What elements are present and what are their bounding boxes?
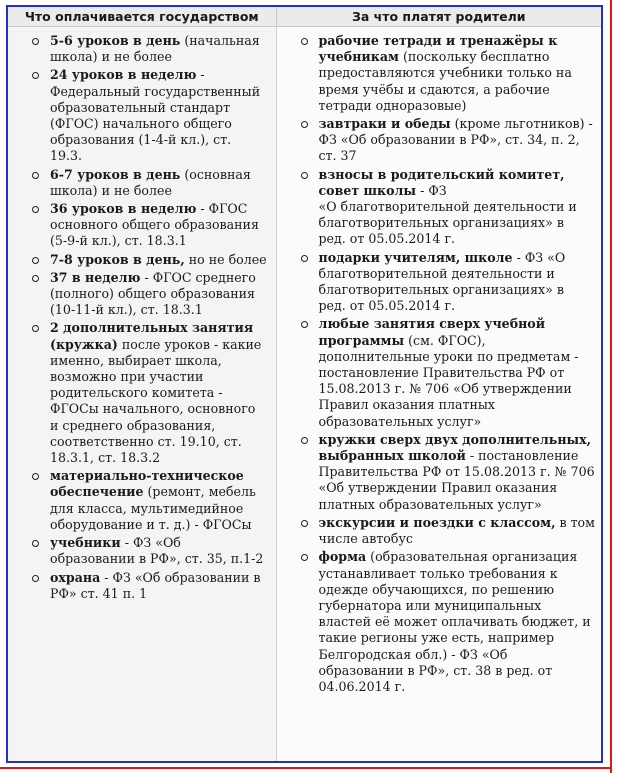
right-item-text: благотворительных организациях» в: [318, 215, 564, 231]
table-header-row: [8, 7, 601, 27]
right-item-text: предоставляются учебники только на: [318, 65, 572, 81]
left-item-text: (5-9-й кл.), ст. 18.3.1: [50, 233, 187, 249]
left-item: [8, 33, 272, 65]
parent-paid-list: [277, 27, 602, 695]
payments-table: [8, 7, 601, 761]
left-item-text: соответственно ст. 19.10, ст.: [50, 433, 242, 449]
left-item-text: - ФГОС среднего: [140, 269, 256, 285]
left-item: [8, 320, 272, 466]
right-item-bold-text: любые занятия сверх учебной: [318, 316, 546, 332]
right-item-text: числе автобус: [318, 531, 413, 547]
right-item-text: ФЗ «Об образовании в РФ», ст. 34, п. 2,: [318, 132, 580, 148]
right-item-text: «О благотворительной деятельности и: [318, 199, 577, 215]
right-item-text: устанавливает только требования к: [318, 565, 558, 581]
left-item: [8, 167, 272, 199]
left-item-bold-text: учебники: [50, 535, 121, 551]
right-item-text: платных образовательных услуг»: [318, 496, 542, 512]
left-item: [8, 535, 272, 567]
left-item-text: родительского комитета -: [50, 385, 223, 401]
left-item: [8, 201, 272, 250]
right-item-text: дополнительные уроки по предметам -: [318, 348, 579, 364]
right-item-text: (поскольку бесплатно: [398, 49, 550, 65]
left-item-text: и среднего образования,: [50, 417, 216, 433]
right-item-text: постановление Правительства РФ от: [318, 365, 565, 381]
right-item-text: Правительства РФ от 15.08.2013 г. № 706: [318, 464, 595, 480]
right-item-text: в том: [555, 514, 595, 530]
left-item-text: именно, выбирает школа,: [50, 352, 222, 368]
table-body-row: [8, 27, 601, 762]
right-item-text: 15.08.2013 г. № 706 «Об утверждении: [318, 381, 572, 397]
left-item-text: (ремонт, мебель: [143, 484, 256, 500]
left-item: [8, 468, 272, 533]
left-item-text: (ФГОС) начального общего: [50, 116, 232, 132]
left-item-bold-text: 37 в неделю: [50, 269, 141, 285]
right-item-text: образовательных услуг»: [318, 413, 482, 429]
left-item-text: образовании в РФ», ст. 35, п.1-2: [50, 551, 264, 567]
left-item-bold-text: (кружка): [50, 336, 118, 352]
left-item-text: (10-11-й кл.), ст. 18.3.1: [50, 302, 203, 318]
right-item-bold-text: завтраки и обеды: [318, 116, 451, 132]
right-item-text: Правил оказания платных: [318, 397, 496, 413]
state-paid-list: [8, 27, 276, 602]
right-item-text: время учёбы и сдаются, а рабочие: [318, 81, 550, 97]
right-item: [277, 515, 598, 547]
right-item-bold-text: программы: [318, 332, 405, 348]
left-item-bold-text: 36 уроков в неделю: [50, 201, 197, 217]
left-item-text: после уроков - какие: [117, 336, 262, 352]
left-item-bold-text: 7-8 уроков в день,: [50, 251, 185, 267]
right-item-text: властей её может оплачивать бюджет, и: [318, 614, 591, 630]
right-item: [277, 432, 598, 513]
right-red-border: [610, 0, 612, 773]
left-item-text: но не более: [184, 251, 267, 267]
left-item-text: - ФГОС: [196, 201, 248, 217]
right-item-bold-text: экскурсии и поездки с классом,: [318, 514, 556, 530]
left-item-bold-text: материально-техническое: [50, 468, 244, 484]
left-item-text: (полного) общего образования: [50, 286, 255, 302]
right-item-text: - постановление: [465, 448, 579, 464]
right-item-text: (образовательная организация: [366, 549, 578, 565]
left-item-bold-text: 24 уроков в неделю: [50, 67, 197, 83]
right-item-text: (см. ФГОС),: [404, 332, 486, 348]
right-item-text: одежде обучающихся, по решению: [318, 581, 555, 597]
left-item-text: школа) и не более: [50, 49, 172, 65]
right-item-text: Белгородская обл.) - ФЗ «Об: [318, 646, 508, 662]
state-paid-cell: [8, 27, 276, 762]
left-item-text: возможно при участии: [50, 369, 204, 385]
right-item-text: - ФЗ «О: [512, 249, 566, 265]
right-item-text: тетради одноразовые): [318, 97, 467, 113]
right-item: [277, 33, 598, 114]
column-header-parents: За что платят родители: [276, 7, 601, 27]
left-item-bold-text: 5-6 уроков в день: [50, 33, 181, 48]
left-item-text: (основная: [180, 166, 251, 182]
right-item-text: губернатора или муниципальных: [318, 597, 542, 613]
right-item-text: ред. от 05.05.2014 г.: [318, 298, 456, 314]
right-item-text: благотворительной деятельности и: [318, 265, 555, 281]
right-item-bold-text: рабочие тетради и тренажёры к: [318, 33, 558, 48]
left-item-text: РФ» ст. 41 п. 1: [50, 585, 148, 601]
right-item-text: (кроме льготников) -: [450, 116, 593, 132]
left-item-text: ФГОСы начального, основного: [50, 401, 256, 417]
left-item-bold-text: 2 дополнительных занятия: [50, 320, 254, 336]
right-item-bold-text: кружки сверх двух дополнительных,: [318, 431, 592, 447]
right-item: [277, 250, 598, 315]
left-item-bold-text: охрана: [50, 569, 101, 585]
right-item-bold-text: взносы в родительский комитет,: [318, 166, 565, 182]
right-item-text: образовании в РФ», ст. 38 в ред. от: [318, 662, 553, 678]
left-item: [8, 270, 272, 319]
left-item-text: 19.3.: [50, 148, 83, 164]
left-item-text: образовательный стандарт: [50, 99, 231, 115]
left-item-text: 18.3.1, ст. 18.3.2: [50, 450, 161, 466]
right-item: [277, 167, 598, 248]
right-item-text: «Об утверждении Правил оказания: [318, 480, 558, 496]
left-item-text: - ФЗ «Об образовании в: [100, 569, 261, 585]
left-item-bold-text: 6-7 уроков в день: [50, 166, 181, 182]
right-item-text: ст. 37: [318, 148, 357, 164]
right-item-bold-text: форма: [318, 549, 367, 565]
left-item: [8, 67, 272, 164]
left-item-text: -: [196, 67, 205, 83]
right-item-text: такие регионы уже есть, например: [318, 630, 555, 646]
left-item-text: школа) и не более: [50, 182, 172, 198]
parent-paid-cell: [276, 27, 601, 762]
left-item: [8, 570, 272, 602]
right-item-bold-text: подарки учителям, школе: [318, 249, 513, 265]
right-item-text: - ФЗ: [416, 182, 447, 198]
bottom-red-border: [0, 767, 612, 769]
right-item: [277, 316, 598, 429]
left-item-text: образования (1-4-й кл.), ст.: [50, 132, 232, 148]
left-item-text: (начальная: [180, 33, 260, 48]
left-item: [8, 252, 272, 268]
right-item-text: благотворительных организациях» в: [318, 282, 564, 298]
right-item-bold-text: выбранных школой: [318, 448, 466, 464]
left-item-text: оборудование и т. д.) - ФГОСы: [50, 516, 252, 532]
left-item-text: основного общего образования: [50, 217, 259, 233]
right-item-bold-text: учебникам: [318, 49, 399, 65]
right-item-bold-text: совет школы: [318, 182, 417, 198]
left-item-text: - ФЗ «Об: [120, 535, 181, 551]
column-header-state: Что оплачивается государством: [8, 7, 276, 27]
right-item-text: ред. от 05.05.2014 г.: [318, 231, 456, 247]
right-item: [277, 116, 598, 165]
left-item-text: Федеральный государственный: [50, 83, 261, 99]
left-item-text: для класса, мультимедийное: [50, 500, 244, 516]
right-item-text: 04.06.2014 г.: [318, 678, 406, 694]
left-item-bold-text: обеспечение: [50, 484, 144, 500]
right-item: [277, 549, 598, 695]
